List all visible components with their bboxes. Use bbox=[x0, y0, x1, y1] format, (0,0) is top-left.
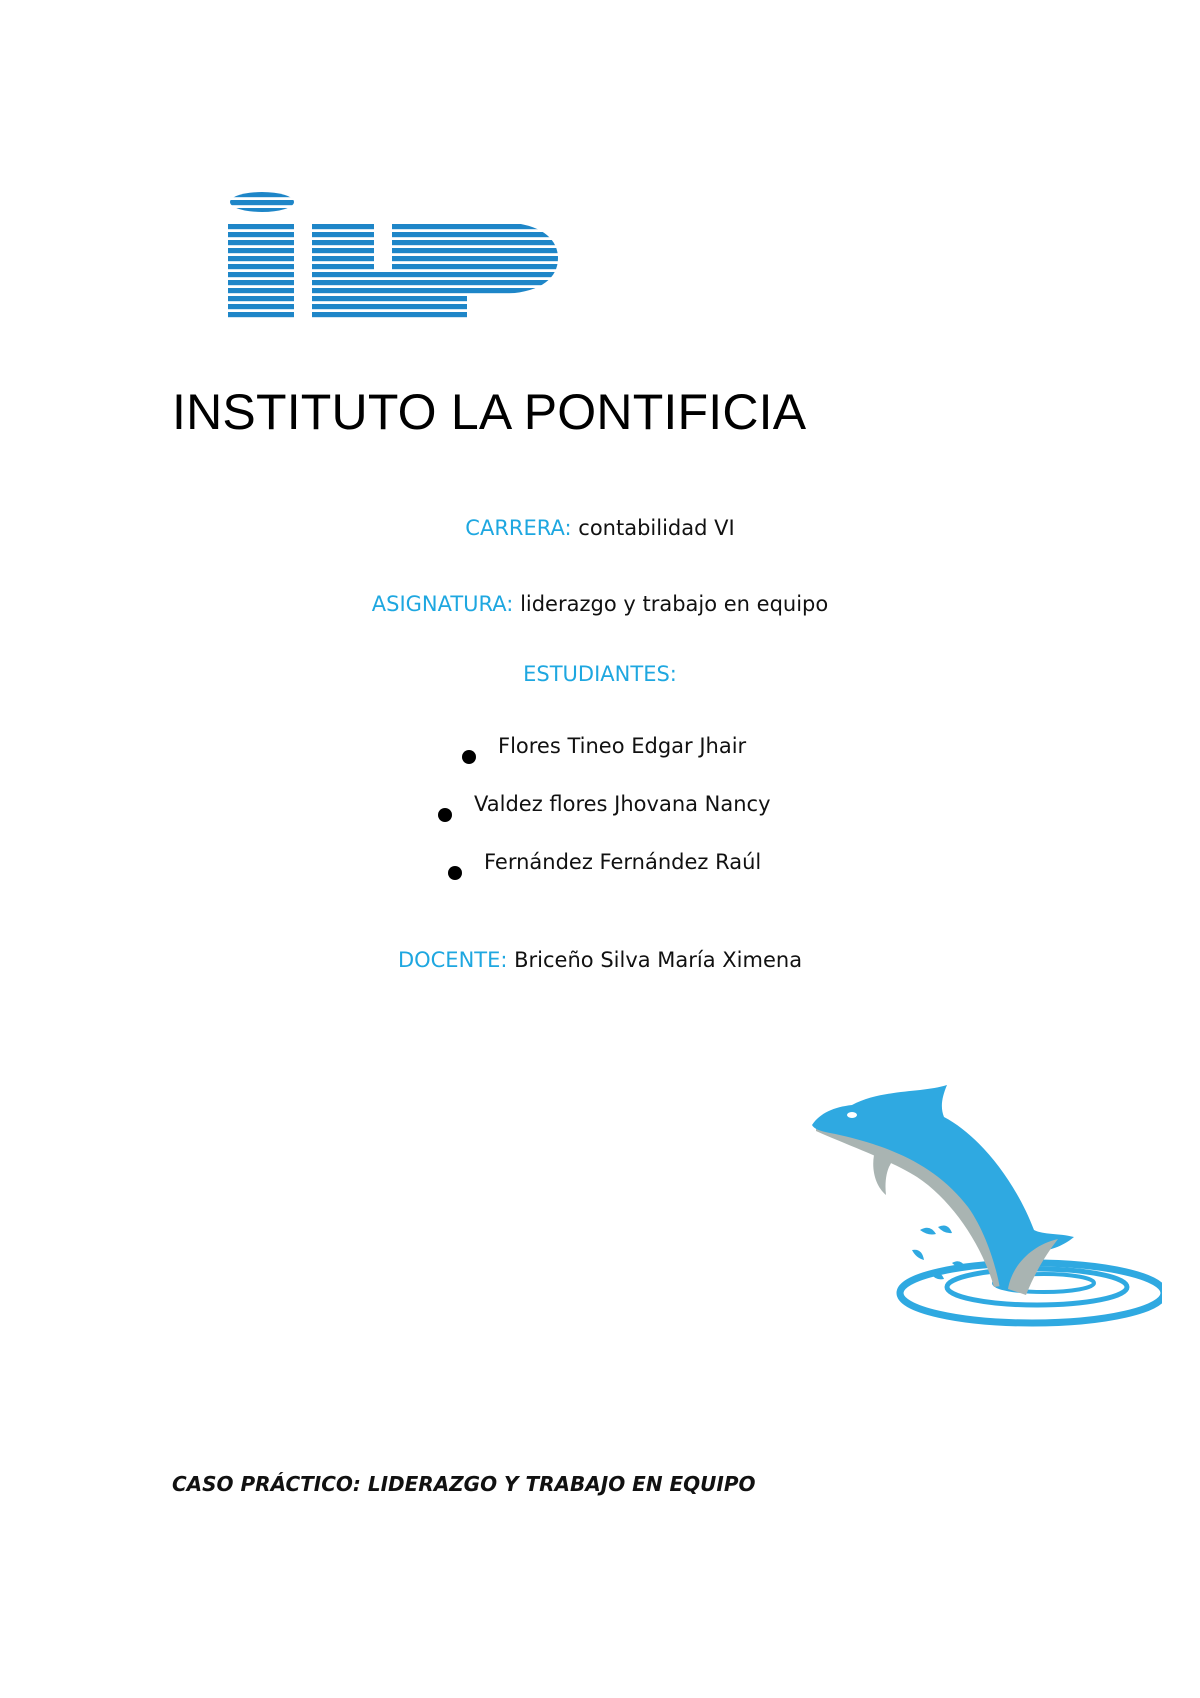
bullet-icon bbox=[438, 808, 452, 822]
carrera-label: CARRERA: bbox=[465, 516, 572, 540]
docente-label: DOCENTE: bbox=[397, 948, 508, 972]
asignatura-line bbox=[0, 590, 1200, 618]
ilp-logo bbox=[228, 192, 558, 318]
estudiantes-line bbox=[0, 660, 1200, 688]
case-title: CASO PRÁCTICO: LIDERAZGO Y TRABAJO EN EQUIPO bbox=[172, 1472, 756, 1496]
asignatura-label: ASIGNATURA: bbox=[371, 592, 514, 616]
student-2: Valdez flores Jhovana Nancy bbox=[474, 792, 771, 816]
carrera-value: contabilidad VI bbox=[578, 516, 735, 540]
bullet-icon bbox=[462, 750, 476, 764]
docente-line bbox=[0, 946, 1200, 974]
institute-title: INSTITUTO LA PONTIFICIA bbox=[172, 384, 807, 440]
asignatura-value: liderazgo y trabajo en equipo bbox=[520, 592, 829, 616]
student-1: Flores Tineo Edgar Jhair bbox=[498, 734, 747, 758]
estudiantes-label: ESTUDIANTES: bbox=[523, 662, 677, 686]
docente-value: Briceño Silva María Ximena bbox=[514, 948, 803, 972]
carrera-line bbox=[0, 514, 1200, 542]
bullet-icon bbox=[448, 866, 462, 880]
dolphin-illustration bbox=[812, 1085, 1162, 1335]
student-3: Fernández Fernández Raúl bbox=[484, 850, 762, 874]
